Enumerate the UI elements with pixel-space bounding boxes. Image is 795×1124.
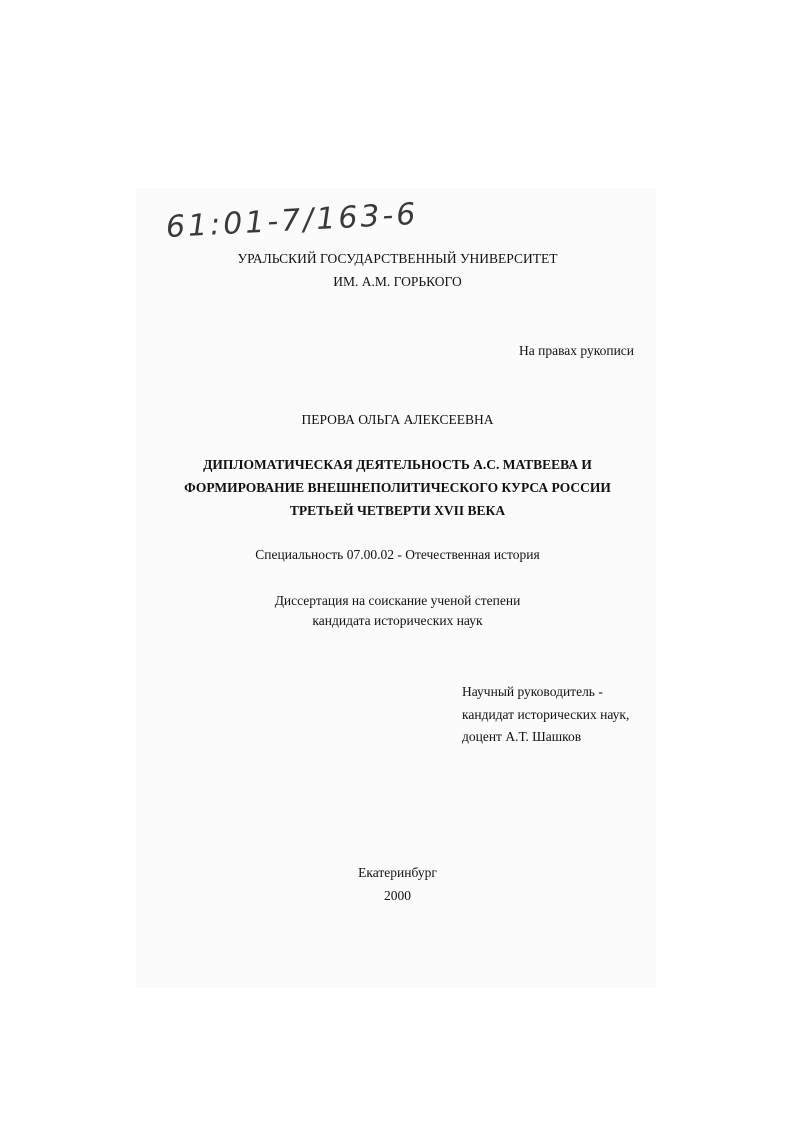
year: 2000: [384, 888, 411, 903]
degree-line-1: Диссертация на соискание ученой степени: [274, 593, 521, 608]
author-name: ПЕРОВА ОЛЬГА АЛЕКСЕЕВНА: [301, 412, 494, 427]
supervisor-line-3: доцент А.Т. Шашков: [462, 729, 582, 744]
supervisor-line-1: Научный руководитель -: [462, 684, 603, 699]
supervisor-line-2: кандидат исторических наук,: [462, 707, 630, 722]
handwritten-archive-code: 61:01-7/163-6: [165, 196, 420, 245]
title-line-2: ФОРМИРОВАНИЕ ВНЕШНЕПОЛИТИЧЕСКОГО КУРСА РОССИИ: [184, 480, 611, 495]
degree-line-2: кандидата исторических наук: [312, 613, 483, 628]
university-name: УРАЛЬСКИЙ ГОСУДАРСТВЕННЫЙ УНИВЕРСИТЕТ: [237, 251, 558, 266]
specialty: Специальность 07.00.02 - Отечественная история: [255, 547, 540, 562]
university-named-after: ИМ. А.М. ГОРЬКОГО: [333, 274, 462, 289]
city: Екатеринбург: [358, 865, 437, 880]
title-line-3: ТРЕТЬЕЙ ЧЕТВЕРТИ XVII ВЕКА: [289, 503, 506, 518]
title-line-1: ДИПЛОМАТИЧЕСКАЯ ДЕЯТЕЛЬНОСТЬ А.С. МАТВЕЕВА И: [203, 457, 592, 472]
manuscript-rights-note: На правах рукописи: [519, 343, 635, 358]
